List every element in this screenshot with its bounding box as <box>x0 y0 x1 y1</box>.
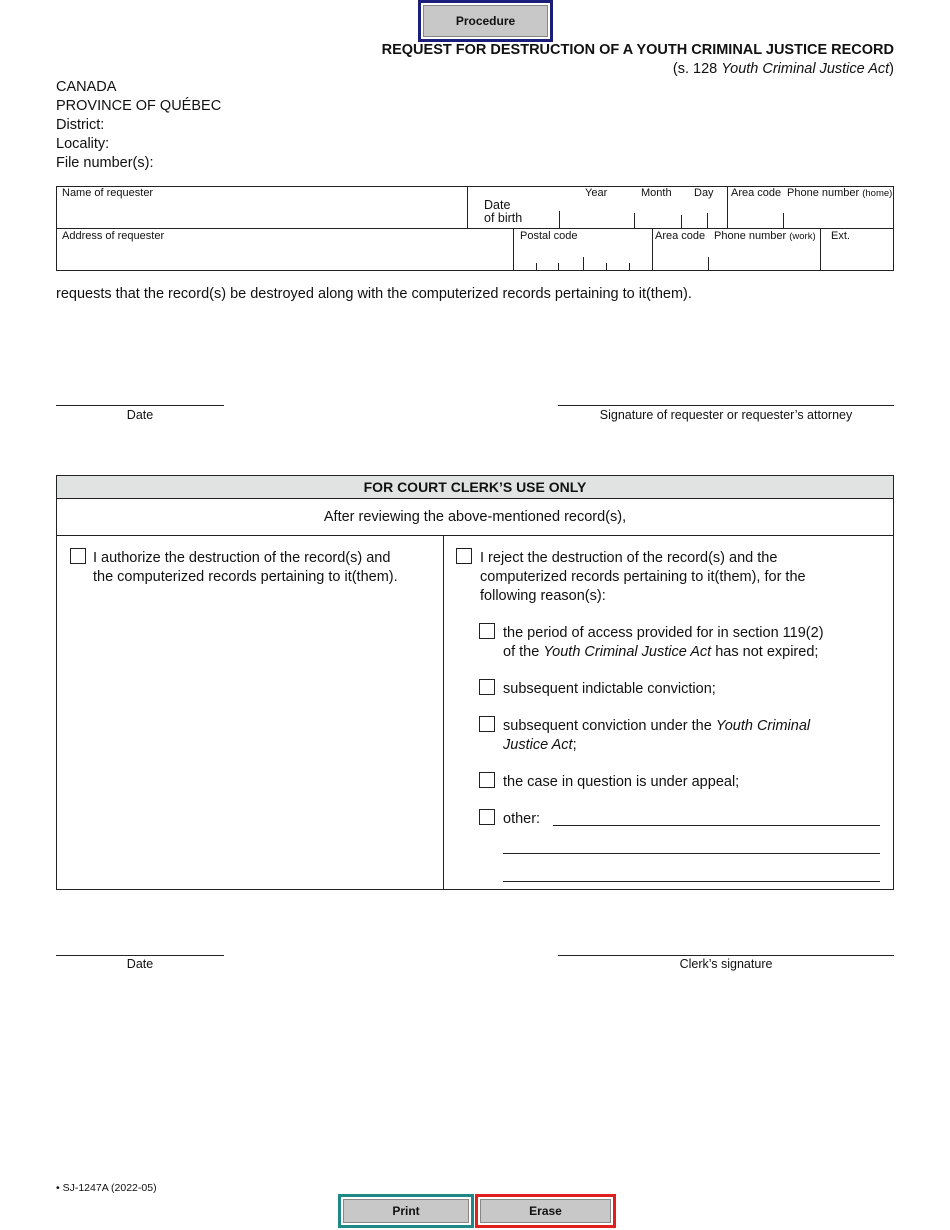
reason-indictable-text: subsequent indictable conviction; <box>503 681 716 697</box>
clerk-date-line[interactable] <box>56 955 224 956</box>
clerk-signature-label: Clerk’s signature <box>679 957 773 971</box>
reason-appeal-checkbox[interactable] <box>479 772 495 788</box>
phone-work-label: Phone number (work) <box>714 230 816 242</box>
reason-other-label: other: <box>503 811 541 827</box>
other-reason-line-2[interactable] <box>503 853 880 854</box>
clerk-signature-line[interactable] <box>558 955 894 956</box>
name-of-requester-field[interactable]: Name of requester <box>62 187 154 199</box>
reason-access-period-checkbox[interactable] <box>479 623 495 639</box>
month-label: Month <box>641 187 672 199</box>
date-label: Date <box>126 408 154 422</box>
print-button-frame <box>338 1194 474 1228</box>
requester-info-box <box>56 186 894 271</box>
reason-appeal-text: the case in question is under appeal; <box>503 774 740 790</box>
ext-label: Ext. <box>831 230 850 242</box>
date-of-birth-label-1: Date <box>484 198 511 212</box>
reject-checkbox[interactable] <box>456 548 472 564</box>
date-signature-line[interactable] <box>56 405 224 406</box>
print-button[interactable]: Print <box>343 1199 469 1223</box>
country-label: CANADA <box>56 79 117 95</box>
date-of-birth-label-2: of birth <box>484 211 523 225</box>
address-of-requester-field[interactable]: Address of requester <box>62 230 165 242</box>
erase-button-frame <box>475 1194 616 1228</box>
procedure-button[interactable]: Procedure <box>423 5 548 37</box>
clerk-heading: FOR COURT CLERK’S USE ONLY <box>57 476 893 499</box>
request-statement: requests that the record(s) be destroyed along with the computerized records pertaining to it(them). <box>56 286 692 302</box>
reason-access-period-text: the period of access provided for in section 119(2) of the Youth Criminal Justice Act has not expired; <box>503 625 824 660</box>
area-code-work-label: Area code <box>655 230 706 242</box>
reject-text: I reject the destruction of the record(s) and the computerized records pertaining to it(them), for the following reason(s): <box>480 550 806 604</box>
postal-code-label: Postal code <box>520 230 578 242</box>
area-code-home-label: Area code <box>731 187 782 199</box>
reason-other-checkbox[interactable] <box>479 809 495 825</box>
clerk-subheading: After reviewing the above-mentioned record(s), <box>57 499 893 536</box>
phone-home-label: Phone number (home) <box>787 187 893 199</box>
clerk-date-label: Date <box>126 957 154 971</box>
form-title: REQUEST FOR DESTRUCTION OF A YOUTH CRIMINAL JUSTICE RECORD <box>381 42 894 58</box>
reason-ycja-conviction-text: subsequent conviction under the Youth Criminal Justice Act; <box>503 718 811 753</box>
authorize-checkbox[interactable] <box>70 548 86 564</box>
requester-signature-label: Signature of requester or requester’s attorney <box>599 408 853 422</box>
other-reason-line-1[interactable] <box>553 825 880 826</box>
reason-ycja-conviction-checkbox[interactable] <box>479 716 495 732</box>
authorize-text: I authorize the destruction of the record(s) and the computerized records pertaining to it(them). <box>93 550 398 585</box>
reason-indictable-checkbox[interactable] <box>479 679 495 695</box>
form-code: • SJ-1247A (2022-05) <box>56 1182 157 1194</box>
procedure-button-frame <box>418 0 553 42</box>
year-label: Year <box>585 187 608 199</box>
file-numbers-field[interactable]: File number(s): <box>56 155 154 171</box>
erase-button[interactable]: Erase <box>480 1199 611 1223</box>
locality-field[interactable]: Locality: <box>56 136 110 152</box>
clerk-use-section <box>56 475 894 890</box>
province-label: PROVINCE OF QUÉBEC <box>56 98 222 114</box>
form-subtitle: (s. 128 Youth Criminal Justice Act) <box>672 61 894 77</box>
other-reason-line-3[interactable] <box>503 881 880 882</box>
district-field[interactable]: District: <box>56 117 105 133</box>
day-label: Day <box>694 187 714 199</box>
requester-signature-line[interactable] <box>558 405 894 406</box>
